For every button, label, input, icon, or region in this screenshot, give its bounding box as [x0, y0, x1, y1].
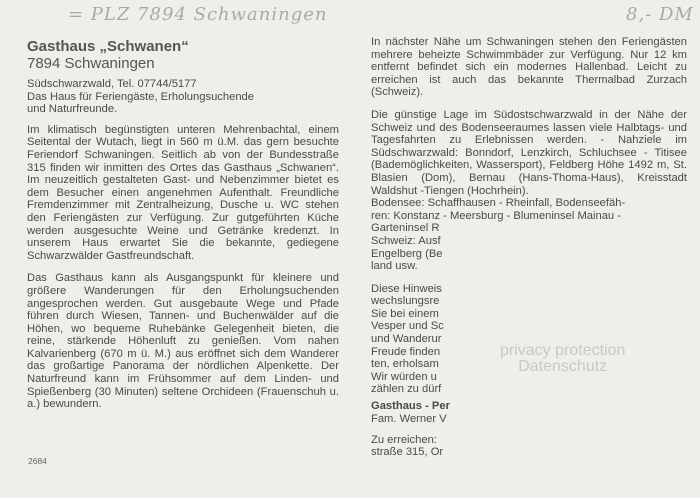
inn-title: Gasthaus „Schwanen“	[27, 38, 189, 55]
directions-line: straße 315, Or	[371, 446, 444, 459]
handwritten-price: 8,- DM	[626, 4, 694, 25]
footer-family: Fam. Werner V	[371, 412, 447, 425]
contact-line: Südschwarzwald, Tel. 07744/5177	[27, 78, 197, 90]
handwritten-note-postcode: = PLZ 7894 Schwaningen	[68, 4, 328, 25]
hiking-paragraph: Das Gasthaus kann als Ausgangspunkt für kleinere und größere Wanderungen für den Erholungsuchenden angesprochen werden. Gut ausgebaute Wege und Pfade führen durch Wiesen, Tannen- und Buchenwälder auf die Höhen, wo bequeme Ruhebänke Gelegenheit bieten, die reine, stärkende Höhenluft zu genießen. Vom nahen Kalvarienberg (670 m ü. M.) aus eröffnet sich dem Wanderer das großartige Panorama der nördlichen Alpenkette. Der Naturfreund kann im Frühsommer auf dem Linden- und Spießenberg (30 Minuten) seltene Orchideen (Frauenschuh u. a.) bewundern.	[27, 272, 339, 411]
watermark-line: privacy protection	[500, 342, 626, 359]
truncated-line: Diese Hinweis	[371, 282, 442, 295]
left-text-column	[27, 38, 339, 421]
excursions-paragraph: Die günstige Lage im Südostschwarzwald in der Nähe der Schweiz und des Bodenseeraumes lassen viele Halbtags- und Tagesfahrten zu Erlebnissen werden. - Nahziele im Südschwarzwald: Bonndorf, Lenzkirch, Schluchsee - Titisee (Bademöglichkeiten, Wassersport), Feldberg Höhe 1492 m, St. Blasien (Dom), Bernau (Hans-Thoma-Haus), Kreisstadt Waldshut -Tiengen (Hochrhein).	[371, 108, 687, 197]
truncated-line: Sie bei einem	[371, 307, 439, 320]
privacy-watermark	[500, 343, 625, 375]
bodensee-line: ren: Konstanz - Meersburg - Blumeninsel Mainau -	[371, 209, 621, 222]
truncated-line: Engelberg (Be	[371, 247, 443, 260]
truncated-line: Schweiz: Ausf	[371, 234, 441, 247]
contact-block	[27, 78, 339, 116]
contact-line: Das Haus für Feriengäste, Erholungsuchende	[27, 90, 254, 103]
inn-location: 7894 Schwaningen	[27, 55, 155, 72]
truncated-line: land usw.	[371, 260, 418, 273]
description-paragraph: Im klimatisch begünstigten unteren Mehrenbachtal, einem Seitental der Wutach, liegt in 560 m ü.M. das gern besuchte Feriendorf Schwaningen. Seitlich ab von der Bundesstraße 315 finden wir inmitten des Ortes das Gasthaus „Schwanen“. Im neuzeitlich gestalteten Gast- und Nebenzimmer bietet es dem Besucher einen angenehmen Aufenthalt. Freundliche Fremdenzimmer mit Zentralheizung, Dusche u. WC stehen den Feriengästen zur Verfügung. Zur gutgeführten Küche werden ausgesuchte Weine und Getränke kredenzt. In unserem Haus erwartet Sie die bekannte, gediegene Schwarzwälder Gastfreundschaft.	[27, 123, 339, 262]
watermark-line: Datenschutz	[518, 358, 608, 375]
truncated-line: Vesper und Sc	[371, 320, 444, 333]
truncated-line: Wir würden u	[371, 370, 437, 383]
truncated-line: und Wanderur	[371, 333, 442, 346]
cut-off-overlay	[452, 228, 460, 458]
truncated-line: Freude finden	[371, 345, 441, 358]
footer-title: Gasthaus - Per	[371, 400, 450, 412]
card-number: 2684	[28, 456, 47, 466]
truncated-line: ten, erholsam	[371, 358, 439, 371]
truncated-line: wechslungsre	[371, 295, 440, 308]
directions-line: Zu erreichen:	[371, 433, 437, 446]
truncated-line: zählen zu dürf	[371, 383, 442, 396]
bodensee-line: Bodensee: Schaffhausen - Rheinfall, Bodenseefäh-	[371, 197, 626, 210]
truncated-line: Garteninsel R	[371, 222, 440, 235]
swimming-paragraph: In nächster Nähe um Schwaningen stehen den Feriengästen mehrere beheizte Schwimmbäder zur Verfügung. Nur 12 km entfernt befindet sich ein modernes Hallenbad. Leicht zu erreichen ist auch das bekannte Thermalbad Zurzach (Schweiz).	[371, 36, 687, 99]
footer-address-block	[371, 400, 461, 459]
contact-line: und Naturfreunde.	[27, 103, 118, 116]
